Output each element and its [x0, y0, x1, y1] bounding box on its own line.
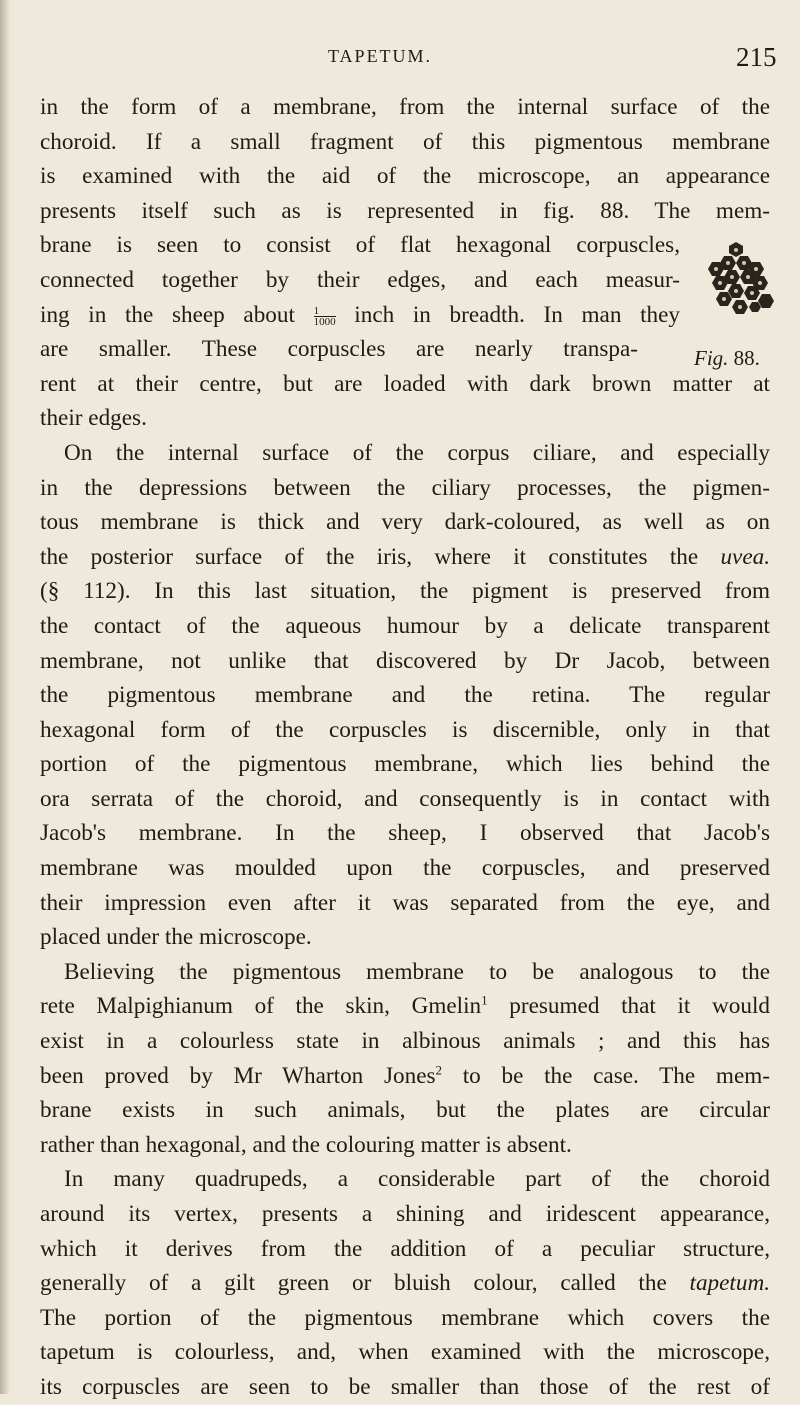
text-fragment: to be the case. The mem- [442, 1062, 770, 1089]
text-line: are smaller. These corpuscles are nearly transpa- [40, 336, 638, 363]
text-fragment: been proved by Mr Wharton Jones [40, 1062, 436, 1089]
text-line: their impression even after it was separated from the eye, and [40, 889, 770, 916]
text-line [40, 1059, 770, 1094]
italic-term-uvea: uvea. [720, 543, 771, 570]
text-line: rent at their centre, but are loaded with dark brown matter at [40, 370, 770, 397]
text-fragment: the posterior surface of the iris, where it constitutes the [40, 543, 699, 570]
fraction [314, 306, 336, 327]
text-line: connected together by their edges, and each measur- [40, 266, 680, 293]
text-line: brane is seen to consist of flat hexagonal corpuscles, [40, 232, 680, 259]
text-line: Believing the pigmentous membrane to be analogous to the [64, 958, 770, 985]
text-line [40, 989, 770, 1024]
text-line: The portion of the pigmentous membrane which covers the [40, 1304, 770, 1331]
text-line: their edges. [40, 405, 147, 432]
text-line: In many quadrupeds, a considerable part of the choroid [64, 1166, 770, 1193]
text-line: portion of the pigmentous membrane, which lies behind the [40, 751, 770, 778]
fraction-numerator: 1 [314, 306, 336, 317]
text-line: On the internal surface of the corpus ciliare, and especially [64, 439, 770, 466]
text-line: rather than hexagonal, and the colouring matter is absent. [40, 1131, 572, 1158]
text-line: placed under the microscope. [40, 924, 312, 951]
footnote-marker: 1 [481, 992, 488, 1008]
text-line: tapetum is colourless, and, when examined with the microscope, [40, 1339, 770, 1366]
page-number: 215 [736, 42, 777, 72]
text-line: the pigmentous membrane and the retina. The regular [40, 682, 770, 709]
text-line: brane exists in such animals, but the plates are circular [40, 1097, 770, 1124]
page-edge-shadow [0, 0, 10, 1394]
text-line: its corpuscles are seen to be smaller than those of the rest of [40, 1373, 770, 1400]
body-text [40, 90, 770, 1405]
text-line: choroid. If a small fragment of this pigmentous membrane [40, 128, 770, 155]
text-line: in the form of a membrane, from the internal surface of the [40, 94, 770, 120]
text-fragment: presumed that it would [487, 993, 770, 1020]
text-line: (§ 112). In this last situation, the pigment is preserved from [40, 578, 770, 605]
text-line: the contact of the aqueous humour by a delicate transparent [40, 612, 770, 639]
text-line: presents itself such as is represented in fig. 88. The mem- [40, 197, 770, 224]
text-line: membrane was moulded upon the corpuscles, and preserved [40, 855, 770, 882]
text-line: in the depressions between the ciliary processes, the pigmen- [40, 474, 770, 501]
text-line: is examined with the aid of the microscope, an appearance [40, 163, 770, 190]
text-line: which it derives from the addition of a peculiar structure, [40, 1235, 770, 1262]
footnote-marker: 2 [435, 1061, 443, 1077]
text-line: around its vertex, presents a shining and iridescent appearance, [40, 1201, 770, 1227]
fraction-denominator: 1000 [313, 315, 336, 328]
text-fragment: inch in breadth. In man they [354, 301, 681, 328]
italic-term-tapetum: tapetum. [689, 1270, 771, 1297]
text-fragment: ing in the sheep about [40, 301, 295, 328]
text-fragment: rete Malpighianum of the skin, Gmelin [40, 993, 482, 1020]
figure-caption-number: 88. [733, 346, 760, 370]
text-line: exist in a colourless state in albinous animals ; and this has [40, 1028, 770, 1055]
page-header [0, 42, 800, 76]
text-line: tous membrane is thick and very dark-coloured, as well as on [40, 509, 770, 536]
text-line [40, 298, 680, 333]
figure-caption-prefix: Fig. [694, 346, 729, 370]
text-line [40, 1266, 770, 1301]
text-line: hexagonal form of the corpuscles is discernible, only in that [40, 716, 770, 743]
text-line: membrane, not unlike that discovered by Dr Jacob, between [40, 647, 770, 674]
running-head: TAPETUM. [328, 46, 433, 66]
text-fragment: generally of a gilt green or bluish colour, called the [40, 1270, 667, 1297]
text-line: Jacob's membrane. In the sheep, I observed that Jacob's [40, 820, 770, 847]
text-line: ora serrata of the choroid, and consequently is in contact with [40, 785, 770, 812]
text-line [40, 540, 770, 575]
